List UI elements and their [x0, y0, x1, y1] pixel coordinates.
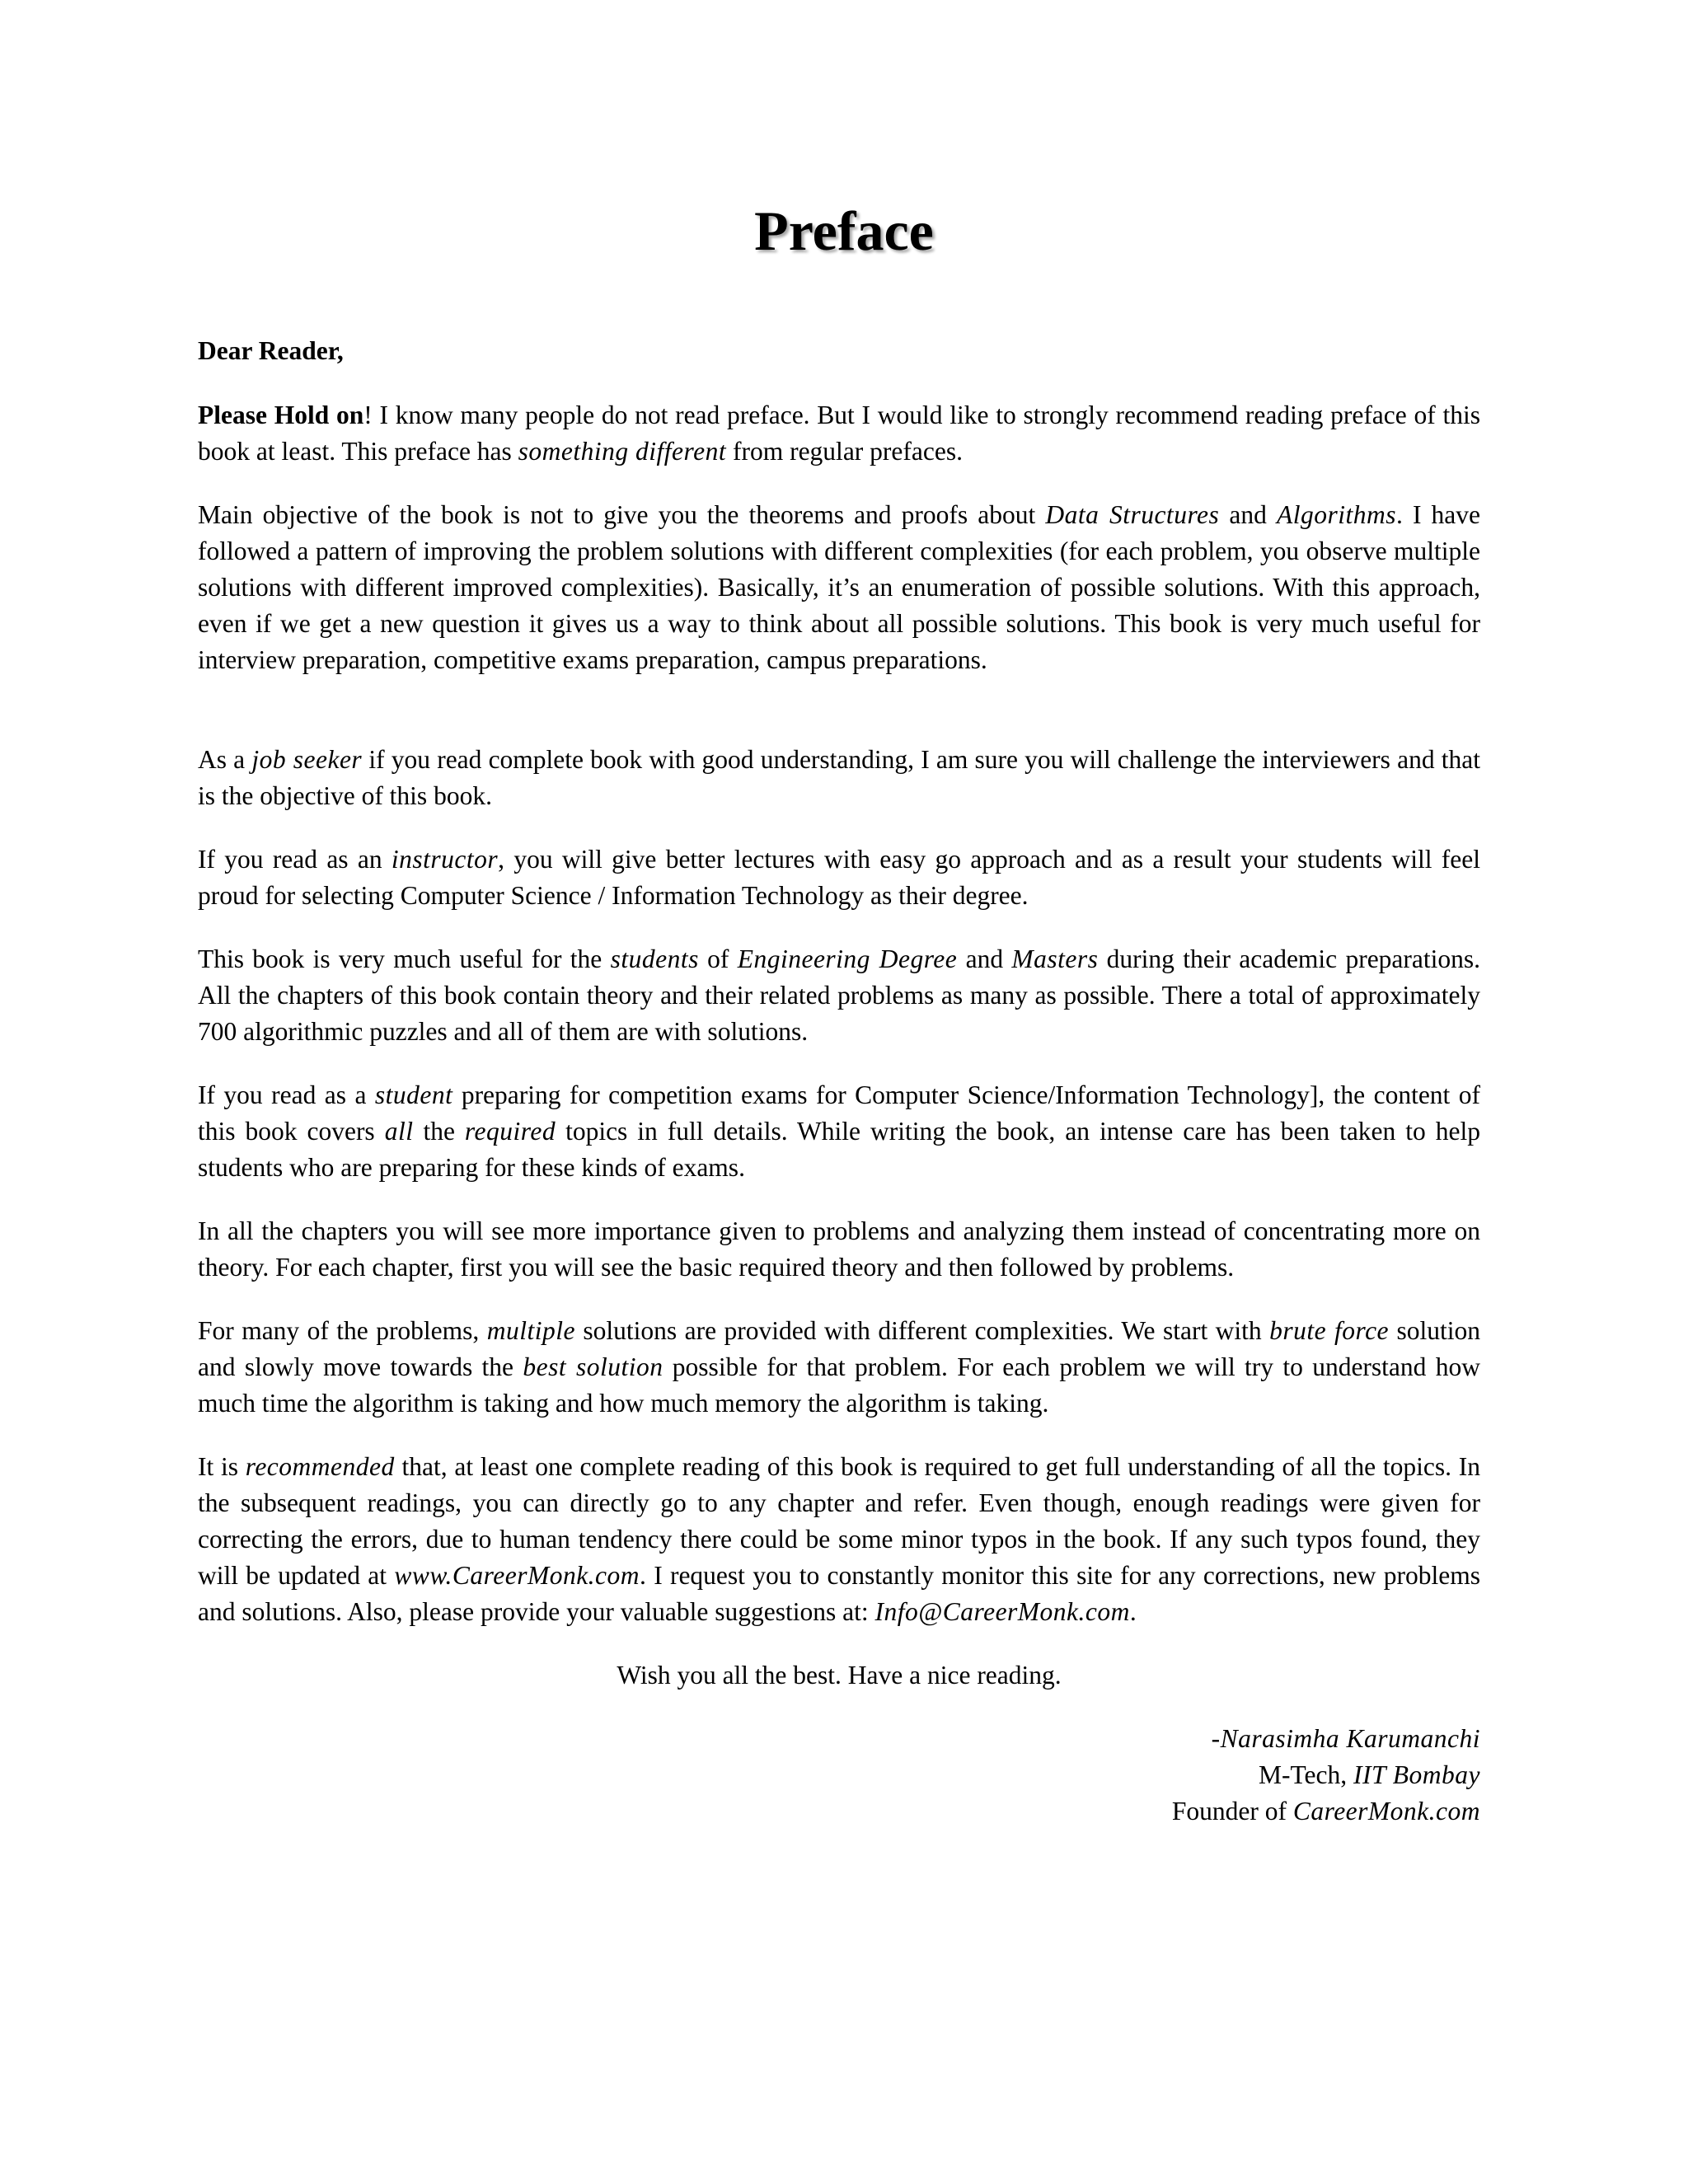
italic-term: brute force [1269, 1316, 1390, 1345]
paragraph-students [198, 941, 1480, 1050]
paragraph-text: This book is very much useful for the [198, 944, 611, 973]
paragraph-job-seeker [198, 742, 1480, 814]
paragraph-text: the [413, 1117, 465, 1146]
closing-line: Wish you all the best. Have a nice reading. [617, 1661, 1062, 1690]
salutation: Dear Reader, [198, 336, 344, 365]
preface-body [198, 333, 1480, 1830]
degree-school: IIT Bombay [1353, 1760, 1480, 1789]
page-title: Preface [754, 199, 934, 262]
email-link[interactable]: Info@CareerMonk.com [874, 1597, 1130, 1626]
italic-term: recommended [245, 1452, 395, 1481]
paragraph-solutions [198, 1313, 1480, 1422]
paragraph-text: . I have followed a pattern of improving the problem solutions with different complexities (for each problem, you observe multiple solutions with different improved complexities). Basically, it’s an enumeration of possible solutions. With this approach, even if we get a new question it gives us a way to think about all possible solutions. This book is very much useful for interview preparation, competitive exams preparation, campus preparations. [198, 500, 1481, 674]
paragraph-text: , you will give better lectures with easy go approach and as a result your students will feel proud for selecting Computer Science / Information Technology as their degree. [198, 845, 1480, 910]
paragraph-instructor [198, 841, 1480, 914]
paragraph-text: In all the chapters you will see more importance given to problems and analyzing them instead of concentrating more on theory. For each chapter, first you will see the basic required theory and then followed by problems. [198, 1216, 1480, 1282]
paragraph-objective [198, 497, 1480, 678]
paragraph-competition [198, 1077, 1480, 1186]
hold-on-emphasis: Please Hold on [198, 401, 364, 429]
paragraph-text: from regular prefaces. [726, 437, 963, 466]
paragraph-text: that, at least one complete reading of this book is required to get full understanding of all the topics. In the subsequent readings, you can directly go to any chapter and refer. Even though, enough readings were given for correcting the errors, due to human tendency there could be some minor typos in the book. If any such typos found, they will be updated at [198, 1452, 1480, 1590]
paragraph-text: If you read as a [198, 1080, 375, 1109]
founder-prefix: Founder of [1171, 1797, 1293, 1825]
paragraph-text: For many of the problems, [198, 1316, 487, 1345]
italic-term: Masters [1011, 944, 1099, 973]
author-degree [198, 1757, 1480, 1793]
founder-site: CareerMonk.com [1292, 1797, 1480, 1825]
italic-term: required [464, 1117, 556, 1146]
paragraph-intro [198, 397, 1480, 470]
italic-term: instructor [391, 845, 499, 874]
paragraph-text: and [1219, 500, 1277, 529]
author-name [198, 1721, 1480, 1757]
paragraph-chapters [198, 1213, 1480, 1286]
author-name-text: -Narasimha Karumanchi [1211, 1724, 1480, 1753]
paragraph-text: possible for that problem. For each problem we will try to understand how much time the algorithm is taking and how much memory the algorithm is taking. [198, 1352, 1480, 1418]
italic-term: Engineering Degree [737, 944, 958, 973]
degree-prefix: M-Tech, [1258, 1760, 1353, 1789]
italic-term: Algorithms [1276, 500, 1396, 529]
paragraph-text: of [698, 944, 738, 973]
italic-term: best solution [523, 1352, 663, 1381]
paragraph-text: ! I know many people do not read preface. But I would like to strongly recommend reading preface of this book at least. This preface has [198, 401, 1480, 466]
paragraph-text: topics in full details. While writing the book, an intense care has been taken to help students who are preparing for these kinds of exams. [198, 1117, 1480, 1182]
italic-term: multiple [486, 1316, 575, 1345]
italic-term: something different [518, 437, 727, 466]
paragraph-recommendation [198, 1449, 1480, 1630]
paragraph-text: . I request you to constantly monitor this site for any corrections, new problems and solutions. Also, please provide your valuable suggestions at: [198, 1561, 1480, 1626]
signature-block [198, 1721, 1480, 1830]
author-founder [198, 1793, 1480, 1830]
paragraph-text: If you read as an [198, 845, 392, 874]
paragraph-text: . [1129, 1597, 1137, 1626]
italic-term: Data Structures [1045, 500, 1220, 529]
paragraph-text: solution and slowly move towards the [198, 1316, 1480, 1381]
italic-term: student [374, 1080, 453, 1109]
italic-term: all [384, 1117, 414, 1146]
paragraph-text: As a [198, 745, 252, 774]
italic-term: students [610, 944, 699, 973]
paragraph-text: It is [198, 1452, 246, 1481]
paragraph-text: if you read complete book with good understanding, I am sure you will challenge the interviewers and that is the objective of this book. [198, 745, 1480, 810]
website-link[interactable]: www.CareerMonk.com [394, 1561, 640, 1590]
paragraph-text: Main objective of the book is not to give you the theorems and proofs about [198, 500, 1046, 529]
paragraph-text: during their academic preparations. All the chapters of this book contain theory and their related problems as many as possible. There a total of approximately 700 algorithmic puzzles and all of them are with solutions. [198, 944, 1481, 1046]
italic-term: job seeker [251, 745, 363, 774]
paragraph-text: preparing for competition exams for Computer Science/Information Technology], the content of this book covers [198, 1080, 1480, 1146]
paragraph-text: solutions are provided with different complexities. We start with [574, 1316, 1270, 1345]
paragraph-text: and [957, 944, 1012, 973]
